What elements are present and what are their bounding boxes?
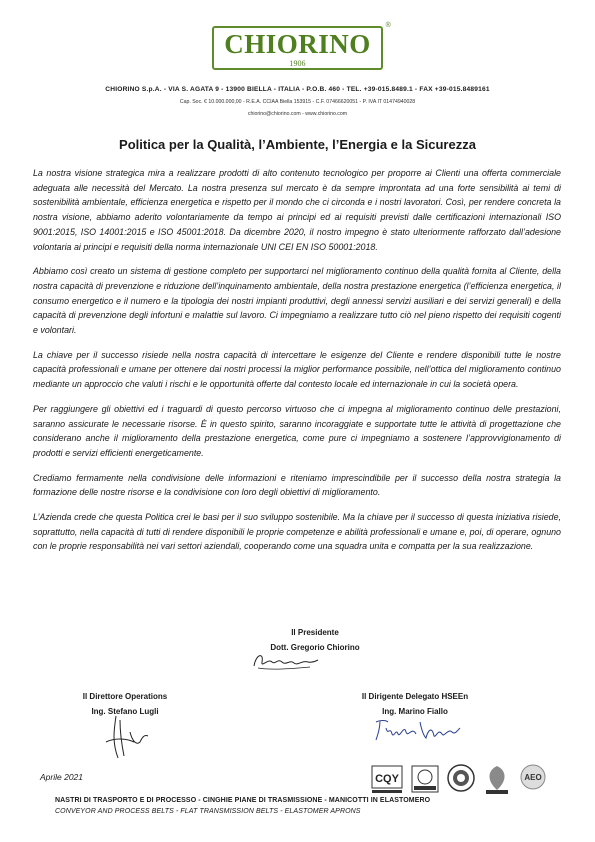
policy-paragraph: Per raggiungere gli obiettivi ed i traguardi di questo percorso virtuoso che ci impegna al miglioramento continuo delle prestazioni, saranno assicurate le necessarie risorse. È in questo spirito, saranno incoraggiate e supportate tutte le attività di progettazione che considerano anche il miglioramento della prestazione energetica, come pure ci impegniamo a sostenere l’approvvigionamento di prodotti e servizi efficienti energeticamente. <box>33 403 561 458</box>
certification-logos <box>370 762 550 798</box>
operations-role: Il Direttore Operations <box>82 692 168 701</box>
logo-brand: CHIORINO <box>224 29 371 59</box>
footer-products-english: CONVEYOR AND PROCESS BELTS - FLAT TRANSMISSION BELTS - ELASTOMER APRONS <box>55 808 361 815</box>
policy-paragraph: La chiave per il successo risiede nella nostra capacità di intercettare le esigenze del Cliente e rendere disponibili tutte le nostre capacità professionali e umane per ottenere dai nostri processi la miglior performance possibile, nell’ottica del miglioramento continuo mediante un approccio che valuti i rischi e le opportunità offerte dal contesto locale ed internazionale in cui la società opera. <box>33 349 561 390</box>
document-date: Aprile 2021 <box>40 772 84 782</box>
operations-handwritten-signature <box>96 712 156 762</box>
company-contact-line: chiorino@chiorino.com - www.chiorino.com <box>247 111 348 117</box>
company-registration-line: Cap. Soc. € 10.000.000,00 - R.E.A. CCIAA Biella 153915 - C.F. 07466620051 - P. IVA IT 01474940028 <box>179 99 416 105</box>
president-signature-block <box>250 628 380 652</box>
round-seal-certification-icon <box>446 762 476 796</box>
footer-products-italian: NASTRI DI TRASPORTO E DI PROCESSO - CINGHIE PIANE DI TRASMISSIONE - MANICOTTI IN ELASTOMERO <box>55 797 431 804</box>
hseen-signature-block <box>340 692 490 716</box>
company-address-line: CHIORINO S.p.A. - VIA S. AGATA 9 - 13900 BIELLA - ITALIA - P.O.B. 460 - TEL. +39-015.8489.1 - FAX +39-015.8489161 <box>105 86 490 93</box>
policy-paragraph: Abbiamo così creato un sistema di gestione completo per supportarci nel miglioramento continuo della qualità fornita al Cliente, della nostra capacità di prevenzione e riduzione dell’inquinamento ambientale, della nostra prestazione energetica (l’efficienza energetica, il consumo energetico e il numero e la tipologia dei nostri impianti produttivi, degli annessi servizi ausiliari e dei servizi generali) e della capacità di prevenzione degli infortuni e malattie sul lavoro. Ci impegniamo a realizzare tutto ciò nel pieno rispetto dei requisiti cogenti e volontari. <box>33 266 561 336</box>
cqy-label: CQY <box>375 773 399 785</box>
president-handwritten-signature <box>250 650 320 672</box>
president-name: Dott. Gregorio Chiorino <box>270 643 360 652</box>
hseen-name: Ing. Marino Fiallo <box>382 707 448 716</box>
policy-paragraph: L’Azienda crede che questa Politica crei le basi per il suo sviluppo sostenibile. Ma la chiave per il successo di questa iniziativa risiede, soprattutto, nella capacità di tutti di rendere disponibili le proprie competenze e abilità professionali e umane e, poi, di operare, ognuno con le proprie responsabilità nei vari settori aziendali, cooperando come una squadra unita e compatta per la sua realizzazione. <box>33 512 561 552</box>
iqnet-certification-icon <box>410 762 440 796</box>
operations-name: Ing. Stefano Lugli <box>91 707 159 716</box>
cqy-certification-icon <box>370 762 404 796</box>
hseen-role: Il Dirigente Delegato HSEEn <box>361 692 469 701</box>
aeo-label: AEO <box>524 773 542 782</box>
logo-year: 1906 <box>289 59 306 68</box>
chiorino-logo <box>212 22 391 70</box>
document-title: Politica per la Qualità, l’Ambiente, l’Energia e la Sicurezza <box>119 137 476 152</box>
hseen-handwritten-signature <box>372 716 462 742</box>
registered-mark: ® <box>385 22 391 29</box>
policy-paragraph: Crediamo fermamente nella condivisione delle informazioni e riteniamo imprescindibile per il successo della nostra strategia la formazione delle nostre risorse e la condivisione con loro degli obiettivi di miglioramento. <box>33 472 561 498</box>
leaf-certification-icon <box>482 762 512 796</box>
president-role: Il Presidente <box>291 628 339 637</box>
aeo-certification-icon <box>518 762 548 796</box>
policy-paragraph: La nostra visione strategica mira a realizzare prodotti di alto contenuto tecnologico per proporre ai Clienti una offerta commerciale adeguata alle necessità del Mercato. La nostra presenza sul mercato è da sempre improntata ad una forte sensibilità ai temi di sostenibilità ambientale, efficienza energetica e rispetto per il mondo che ci circonda e i nostri lavoratori. Così, per rendere concreta la nostra visione, abbiamo aderito volontariamente da tempo ai principi ed ai requisiti previsti dalle certificazioni internazionali ISO 9001:2015, ISO 14001:2015 e ISO 45001:2018. Da dicembre 2020, il nostro impegno è stato ulteriormente rafforzato dall’adesione volontaria ai principi e requisiti della norma internazionale UNI CEI EN ISO 50001:2018. <box>33 168 561 252</box>
policy-body <box>33 166 561 554</box>
letterhead-logo <box>0 22 595 71</box>
